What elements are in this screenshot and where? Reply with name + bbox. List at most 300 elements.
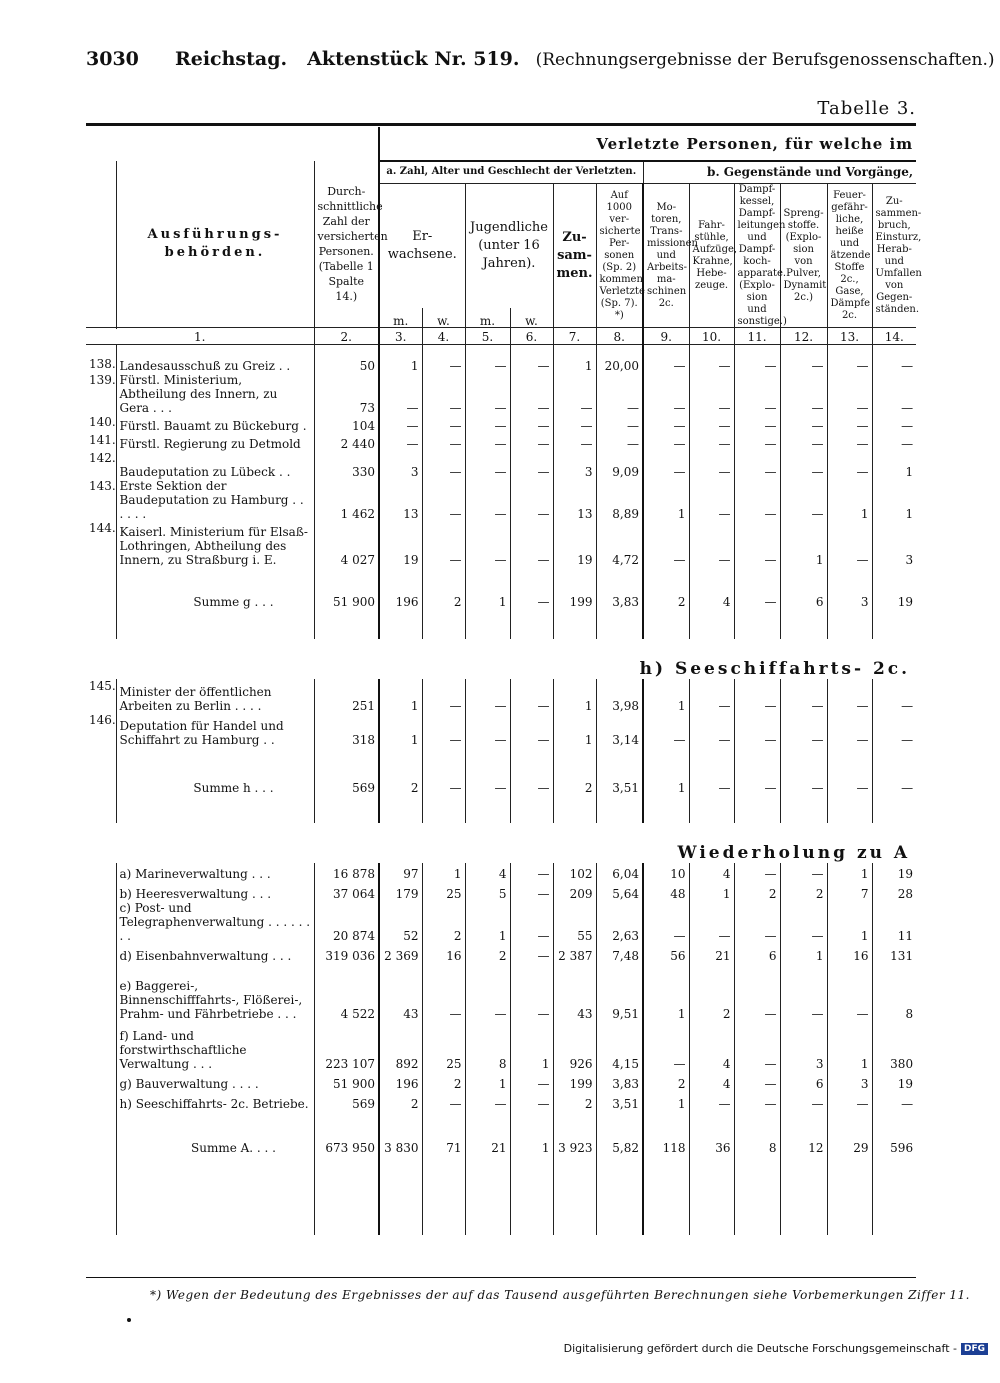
cell-col9: — [643,373,689,415]
cell-col3: 1 [379,679,422,713]
table-row [86,357,916,373]
cell-col5: — [465,357,510,373]
cell-col6: 1 [510,1021,553,1071]
cell-col7: 2 [553,747,596,795]
row-label: Baudeputation zu Lübeck . . [116,451,314,479]
cell-col6: — [510,679,553,713]
cell-col9: — [643,433,689,451]
cell-col6: — [510,433,553,451]
cell-col13: — [827,963,872,1021]
head-erwachsene: Er-wachsene. [379,183,465,308]
cell-col12: — [780,415,827,433]
row-number [86,1071,116,1091]
row-label: g) Bauverwaltung . . . . [116,1071,314,1091]
row-number [86,747,116,795]
cell-col8: 8,89 [596,479,643,521]
cell-col13: — [827,713,872,747]
row-number [86,943,116,963]
head-m: m. [379,308,422,327]
cell-col6: — [510,747,553,795]
cell-col14: — [872,679,916,713]
cell-col2: 223 107 [314,1021,379,1071]
head-w: w. [510,308,553,327]
cell-col14: 596 [872,1111,916,1155]
cell-col8: 3,51 [596,747,643,795]
cell-col6: — [510,881,553,901]
cell-col3: 97 [379,863,422,881]
cell-col10: — [689,747,734,795]
cell-col2: 2 440 [314,433,379,451]
cell-col11: — [734,901,780,943]
cell-col13: — [827,415,872,433]
cell-col9: — [643,901,689,943]
column-numbers [86,328,916,345]
cell-col14: 19 [872,567,916,609]
cell-col7: 926 [553,1021,596,1071]
cell-col11: — [734,521,780,567]
cell-col6: — [510,357,553,373]
cell-col11: — [734,451,780,479]
cell-col10: 36 [689,1111,734,1155]
cell-col4: — [422,479,465,521]
table-head [86,127,922,345]
cell-col9: 1 [643,679,689,713]
sum-row [86,567,916,609]
cell-col14: 1 [872,451,916,479]
cell-col5: — [465,679,510,713]
cell-col7: 199 [553,567,596,609]
table-row [86,943,916,963]
row-number: 146. [89,712,116,727]
cell-col14: — [872,747,916,795]
cell-col10: — [689,357,734,373]
cell-col7: 1 [553,357,596,373]
cell-col4: — [422,373,465,415]
cell-col13: 29 [827,1111,872,1155]
head-c14: Zu-sammen-bruch, Einsturz, Herab-und Umfallen von Gegen-ständen. [872,183,916,328]
row-number: 144. [89,520,116,535]
cell-col14: 8 [872,963,916,1021]
cell-col12: 1 [780,521,827,567]
cell-col13: — [827,679,872,713]
cell-col5: — [465,479,510,521]
cell-col14: 11 [872,901,916,943]
head-c12: Spreng-stoffe. (Explo-sion von Pulver, Dynamit 2c.) [780,183,827,328]
cell-col10: — [689,415,734,433]
cell-col6: — [510,451,553,479]
row-number: 141. [89,432,116,447]
cell-col2: 16 878 [314,863,379,881]
row-number [86,881,116,901]
cell-col14: — [872,357,916,373]
cell-col10: — [689,521,734,567]
cell-col2: 330 [314,451,379,479]
cell-col3: 179 [379,881,422,901]
cell-col2: 1 462 [314,479,379,521]
table-body [86,345,916,1235]
cell-col2: 569 [314,1091,379,1111]
cell-col8: — [596,373,643,415]
column-number: 6. [510,328,553,345]
cell-col11: — [734,1071,780,1091]
cell-col3: 3 830 [379,1111,422,1155]
cell-col10: — [689,901,734,943]
row-number: 138. [89,356,116,371]
column-number: 1. [86,328,314,345]
cell-col3: 2 [379,747,422,795]
cell-col4: 1 [422,863,465,881]
table-row [86,963,916,1021]
cell-col8: 3,51 [596,1091,643,1111]
head-group-b: b. Gegenstände und Vorgänge, [643,161,916,183]
cell-col6: — [510,713,553,747]
cell-col12: — [780,1091,827,1111]
row-label: Fürstl. Bauamt zu Bückeburg . [116,415,314,433]
cell-col7: 19 [553,521,596,567]
sum-row [86,1111,916,1155]
row-label: c) Post- und Telegraphenverwaltung . . . . . . . . [116,901,314,943]
cell-col11: — [734,713,780,747]
cell-col13: 3 [827,1071,872,1091]
row-label: Fürstl. Ministerium, Abtheilung des Innern, zu Gera . . . [116,373,314,415]
cell-col8: 5,64 [596,881,643,901]
cell-col5: 21 [465,1111,510,1155]
row-label: Erste Sektion der Baudeputation zu Hamburg . . . . . . [116,479,314,521]
cell-col13: — [827,373,872,415]
cell-col6: — [510,567,553,609]
cell-col7: — [553,373,596,415]
cell-col3: 196 [379,1071,422,1091]
cell-col10: 1 [689,881,734,901]
cell-col12: 12 [780,1111,827,1155]
cell-col11: 2 [734,881,780,901]
cell-col12: 6 [780,1071,827,1091]
cell-col9: 118 [643,1111,689,1155]
cell-col6: — [510,963,553,1021]
cell-col10: 4 [689,1021,734,1071]
cell-col12: — [780,963,827,1021]
cell-col10: — [689,713,734,747]
cell-col13: 1 [827,1021,872,1071]
cell-col5: 8 [465,1021,510,1071]
column-number: 10. [689,328,734,345]
cell-col2: 569 [314,747,379,795]
cell-col2: 4 027 [314,521,379,567]
cell-col12: 2 [780,881,827,901]
cell-col6: — [510,863,553,881]
row-number [86,1021,116,1071]
cell-col7: 209 [553,881,596,901]
cell-col6: — [510,521,553,567]
cell-col6: — [510,901,553,943]
column-number: 12. [780,328,827,345]
row-number [86,567,116,609]
spacer-row [86,609,916,639]
cell-col7: 43 [553,963,596,1021]
cell-col9: 10 [643,863,689,881]
column-number: 8. [596,328,643,345]
cell-col9: 1 [643,1091,689,1111]
cell-col3: 2 [379,1091,422,1111]
cell-col5: 5 [465,881,510,901]
cell-col4: 71 [422,1111,465,1155]
head-top-title: Verletzte Personen, für welche im [379,127,916,161]
cell-col13: 1 [827,479,872,521]
cell-col2: 318 [314,713,379,747]
cell-col11: — [734,479,780,521]
cell-col8: — [596,433,643,451]
sum-label: Summe A. . . . [116,1111,314,1155]
cell-col9: — [643,521,689,567]
row-number: 139. [89,372,116,387]
cell-col13: 3 [827,567,872,609]
row-number: 143. [89,478,116,493]
cell-col5: — [465,415,510,433]
row-number [86,1091,116,1111]
cell-col3: 43 [379,963,422,1021]
column-number: 7. [553,328,596,345]
header-document: Aktenstück Nr. 519. [307,48,520,70]
cell-col5: — [465,963,510,1021]
cell-col10: — [689,451,734,479]
cell-col4: 25 [422,881,465,901]
cell-col7: 3 [553,451,596,479]
cell-col9: 1 [643,747,689,795]
table-row [86,415,916,433]
cell-col12: — [780,357,827,373]
spacer-row [86,345,916,357]
cell-col8: 3,14 [596,713,643,747]
head-w: w. [422,308,465,327]
column-number: 9. [643,328,689,345]
cell-col5: 2 [465,943,510,963]
cell-col11: — [734,373,780,415]
cell-col14: 3 [872,521,916,567]
head-m: m. [465,308,510,327]
cell-col3: 2 369 [379,943,422,963]
cell-col9: — [643,357,689,373]
cell-col5: — [465,1091,510,1111]
cell-col2: 104 [314,415,379,433]
cell-col11: — [734,863,780,881]
cell-col13: — [827,521,872,567]
cell-col8: 6,04 [596,863,643,881]
cell-col4: — [422,415,465,433]
cell-col14: — [872,373,916,415]
cell-col2: 37 064 [314,881,379,901]
cell-col3: 52 [379,901,422,943]
cell-col7: 2 [553,1091,596,1111]
cell-col2: 51 900 [314,567,379,609]
column-number: 11. [734,328,780,345]
head-group-a: a. Zahl, Alter und Geschlecht der Verletzten. [379,161,643,183]
table-row [86,901,916,943]
cell-col14: — [872,713,916,747]
cell-col13: — [827,747,872,795]
cell-col12: — [780,373,827,415]
table-row [86,1071,916,1091]
row-label: f) Land- und forstwirthschaftliche Verwaltung . . . [116,1021,314,1071]
cell-col9: 48 [643,881,689,901]
cell-col14: — [872,433,916,451]
cell-col12: — [780,479,827,521]
cell-col4: — [422,679,465,713]
table-row [86,863,916,881]
dfg-logo: DFG [961,1343,988,1355]
head-zusammen: Zu-sam-men. [553,183,596,328]
spacer-row [86,795,916,823]
sum-row [86,747,916,795]
cell-col10: — [689,679,734,713]
table-row [86,373,916,415]
cell-col5: — [465,521,510,567]
cell-col2: 50 [314,357,379,373]
cell-col2: 73 [314,373,379,415]
cell-col9: — [643,415,689,433]
column-number: 2. [314,328,379,345]
cell-col10: 21 [689,943,734,963]
cell-col11: — [734,679,780,713]
cell-col7: 2 387 [553,943,596,963]
cell-col14: 1 [872,479,916,521]
cell-col2: 319 036 [314,943,379,963]
head-c11: Dampf-kessel, Dampf-leitungen und Dampf-koch-apparate. (Explo-sion und sonstige.) [734,183,780,328]
table-row [86,451,916,479]
head-c13: Feuer-gefähr-liche, heiße und ätzende Stoffe 2c., Gase, Dämpfe 2c. [827,183,872,328]
cell-col10: 4 [689,567,734,609]
table-row [86,433,916,451]
cell-col7: — [553,415,596,433]
row-label: d) Eisenbahnverwaltung . . . [116,943,314,963]
cell-col3: 196 [379,567,422,609]
cell-col7: 199 [553,1071,596,1091]
sum-label: Summe g . . . [116,567,314,609]
cell-col12: — [780,747,827,795]
cell-col3: — [379,433,422,451]
column-number: 14. [872,328,916,345]
head-auf1000: Auf 1000 ver-sicherte Per-sonen (Sp. 2) kommen Verletzte (Sp. 7). *) [596,183,643,328]
cell-col13: 7 [827,881,872,901]
cell-col11: — [734,433,780,451]
cell-col10: — [689,479,734,521]
cell-col11: — [734,963,780,1021]
cell-col4: 25 [422,1021,465,1071]
cell-col8: 2,63 [596,901,643,943]
cell-col7: 13 [553,479,596,521]
cell-col6: 1 [510,1111,553,1155]
table-row [86,881,916,901]
row-label: e) Baggerei-, Binnenschifffahrts-, Flößerei-, Prahm- und Fährbetriebe . . . [116,963,314,1021]
cell-col4: — [422,357,465,373]
column-number: 13. [827,328,872,345]
cell-col3: — [379,415,422,433]
cell-col6: — [510,479,553,521]
dfg-credit [564,1342,988,1355]
spacer-row [86,1155,916,1235]
cell-col8: 4,72 [596,521,643,567]
head-col1: Ausführungs-behörden. [116,161,314,328]
table-row [86,521,916,567]
cell-col5: — [465,433,510,451]
cell-col3: 19 [379,521,422,567]
column-number: 3. [379,328,422,345]
cell-col14: — [872,1091,916,1111]
cell-col11: — [734,415,780,433]
cell-col4: — [422,1091,465,1111]
cell-col12: — [780,433,827,451]
row-label: Kaiserl. Ministerium für Elsaß-Lothringen, Abtheilung des Innern, zu Straßburg i. E. [116,521,314,567]
table-row [86,1091,916,1111]
cell-col3: 1 [379,713,422,747]
cell-col4: 2 [422,567,465,609]
cell-col5: 1 [465,1071,510,1091]
cell-col7: 102 [553,863,596,881]
cell-col8: 9,09 [596,451,643,479]
cell-col9: 1 [643,479,689,521]
cell-col13: 1 [827,901,872,943]
cell-col12: — [780,679,827,713]
cell-col12: — [780,713,827,747]
cell-col9: — [643,451,689,479]
cell-col13: — [827,451,872,479]
row-label: h) Seeschiffahrts- 2c. Betriebe. [116,1091,314,1111]
cell-col10: — [689,1091,734,1111]
cell-col4: — [422,963,465,1021]
cell-col5: 4 [465,863,510,881]
cell-col5: — [465,451,510,479]
header-title: Reichstag. [174,48,288,70]
cell-col13: — [827,433,872,451]
cell-col2: 673 950 [314,1111,379,1155]
cell-col4: 2 [422,901,465,943]
row-label: Deputation für Handel und Schiffahrt zu Hamburg . . [116,713,314,747]
row-label: Minister der öffentlichen Arbeiten zu Berlin . . . . [116,679,314,713]
top-rule [86,123,916,126]
cell-col8: 5,82 [596,1111,643,1155]
footnote: *) Wegen der Bedeutung des Ergebnisses der auf das Tausend ausgeführten Berechnungen siehe Vorbemerkungen Ziffer 11. [150,1288,970,1302]
cell-col12: 6 [780,567,827,609]
cell-col9: 1 [643,963,689,1021]
cell-col6: — [510,1071,553,1091]
dot-mark [127,1318,131,1322]
cell-col2: 251 [314,679,379,713]
row-label: a) Marineverwaltung . . . [116,863,314,881]
cell-col4: 2 [422,1071,465,1091]
cell-col2: 4 522 [314,963,379,1021]
cell-col8: 20,00 [596,357,643,373]
row-number: 142. [89,450,116,465]
cell-col9: 2 [643,1071,689,1091]
sum-label: Summe h . . . [116,747,314,795]
column-number: 4. [422,328,465,345]
page-header [86,48,995,70]
head-c10: Fahr-stühle, Aufzüge, Krahne, Hebe-zeuge. [689,183,734,328]
cell-col4: — [422,451,465,479]
cell-col8: 4,15 [596,1021,643,1071]
cell-col6: — [510,373,553,415]
cell-col14: 19 [872,1071,916,1091]
cell-col12: — [780,863,827,881]
row-label: b) Heeresverwaltung . . . [116,881,314,901]
cell-col4: 16 [422,943,465,963]
cell-col2: 51 900 [314,1071,379,1091]
cell-col4: — [422,713,465,747]
head-c9: Mo-toren, Trans-missionen und Arbeits-ma-schinen 2c. [643,183,689,328]
table-row [86,1021,916,1071]
cell-col12: 1 [780,943,827,963]
cell-col10: — [689,373,734,415]
head-jugendliche: Jugendliche (unter 16 Jahren). [465,183,553,308]
